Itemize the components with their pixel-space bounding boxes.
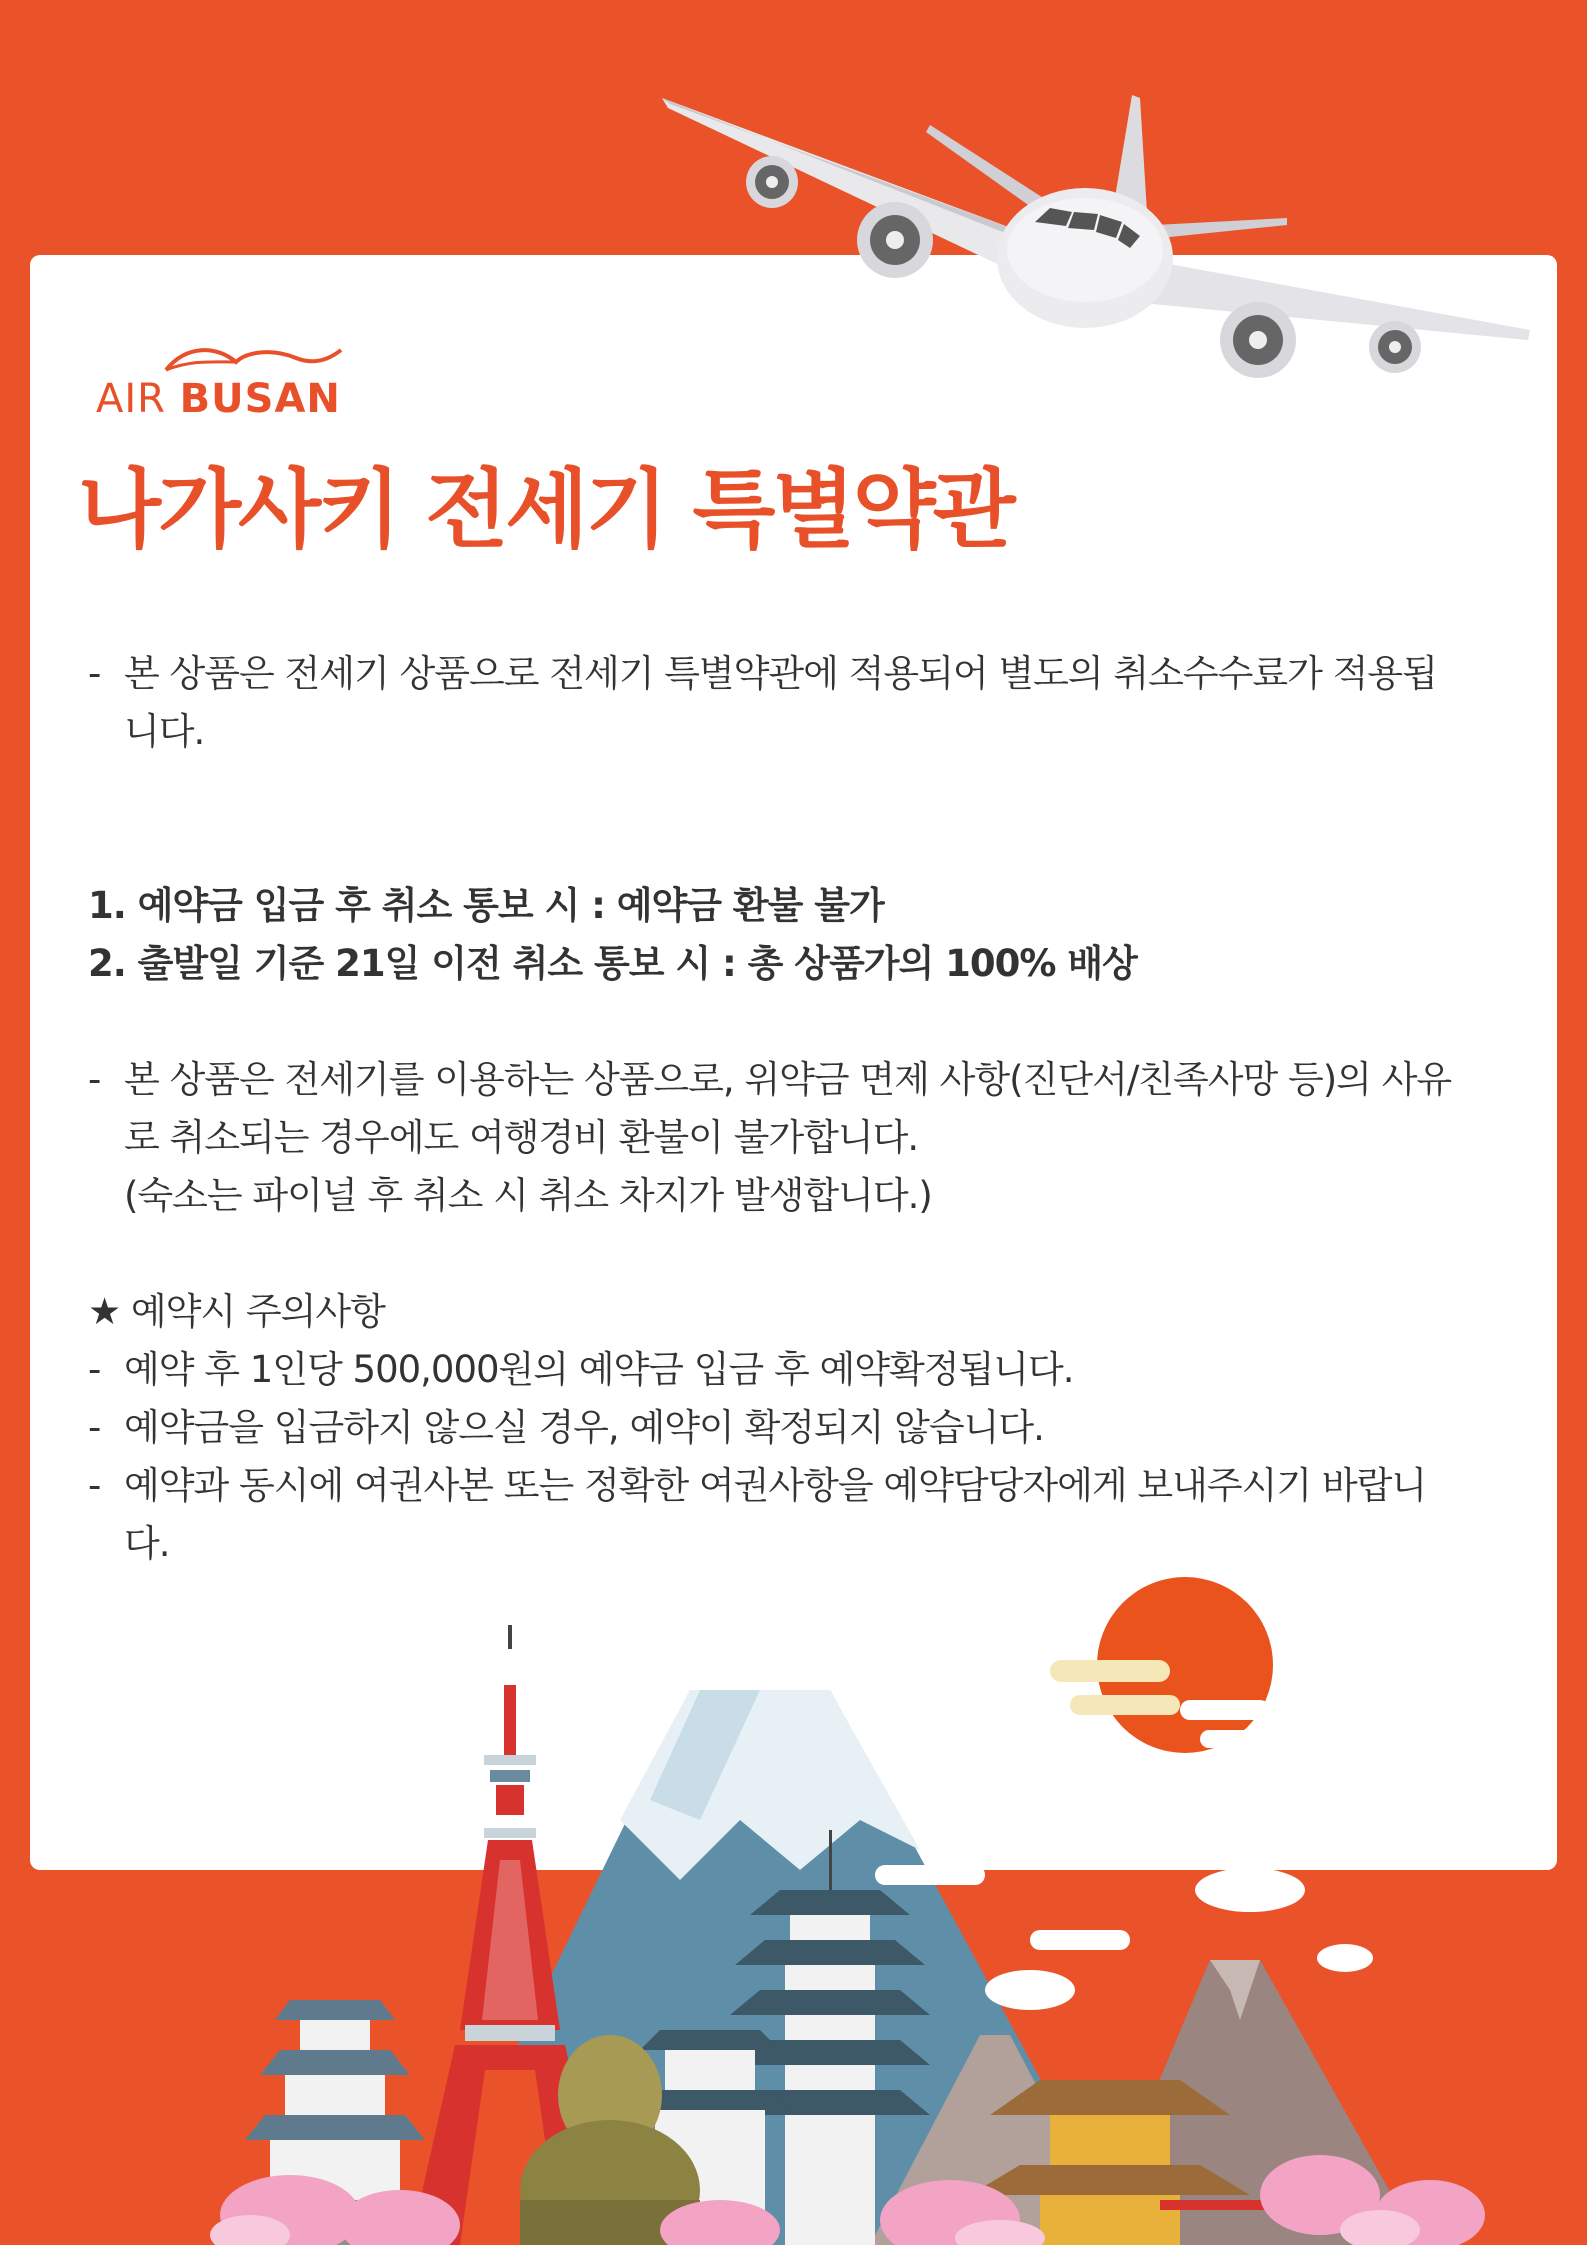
caution-text: 예약 후 1인당 500,000원의 예약금 입금 후 예약확정됩니다. (124, 1348, 1074, 1391)
notice-sub: (숙소는 파이널 후 취소 시 취소 차지가 발생합니다.) (124, 1174, 932, 1217)
intro-text: 본 상품은 전세기 상품으로 전세기 특별약관에 적용되어 별도의 취소수수료가 적용됩니다. (124, 652, 1437, 753)
logo-busan: BUSAN (179, 376, 341, 422)
terms-content (88, 645, 1468, 1573)
caution-text: 예약과 동시에 여권사본 또는 정확한 여권사항을 예약담당자에게 보내주시기 바랍니다. (124, 1464, 1427, 1565)
logo-air: AIR (96, 376, 166, 422)
air-busan-logo (96, 340, 346, 420)
caution-text: 예약금을 입금하지 않으실 경우, 예약이 확정되지 않습니다. (124, 1406, 1044, 1449)
buddha-illustration (520, 2035, 700, 2245)
caution-heading: ★ 예약시 주의사항 (88, 1290, 385, 1333)
dash: - (88, 1058, 101, 1101)
cherry-blossom-illustration (220, 2155, 1485, 2245)
dash: - (88, 1406, 101, 1449)
dash: - (88, 1464, 101, 1507)
pagoda-illustration (730, 1830, 930, 2245)
dash: - (88, 1348, 101, 1391)
dash: - (88, 652, 101, 695)
notice-text: 본 상품은 전세기를 이용하는 상품으로, 위약금 면제 사항(진단서/친족사망 등)의 사유로 취소되는 경우에도 여행경비 환불이 불가합니다. (124, 1058, 1452, 1159)
castle-illustration (245, 2000, 425, 2245)
seagull-icon (96, 340, 346, 380)
caution-item (88, 1341, 1468, 1399)
notice-paragraph (88, 1051, 1468, 1225)
logo-text (96, 376, 341, 422)
caution-item (88, 1399, 1468, 1457)
rule-item: 1. 예약금 입금 후 취소 통보 시 : 예약금 환불 불가 (88, 884, 884, 927)
page-title: 나가사키 전세기 특별약관 (78, 460, 1013, 560)
intro-paragraph (88, 645, 1468, 761)
rule-item: 2. 출발일 기준 21일 이전 취소 통보 시 : 총 상품가의 100% 배상 (88, 942, 1137, 985)
temple-illustration (970, 2080, 1310, 2245)
caution-item (88, 1457, 1468, 1573)
